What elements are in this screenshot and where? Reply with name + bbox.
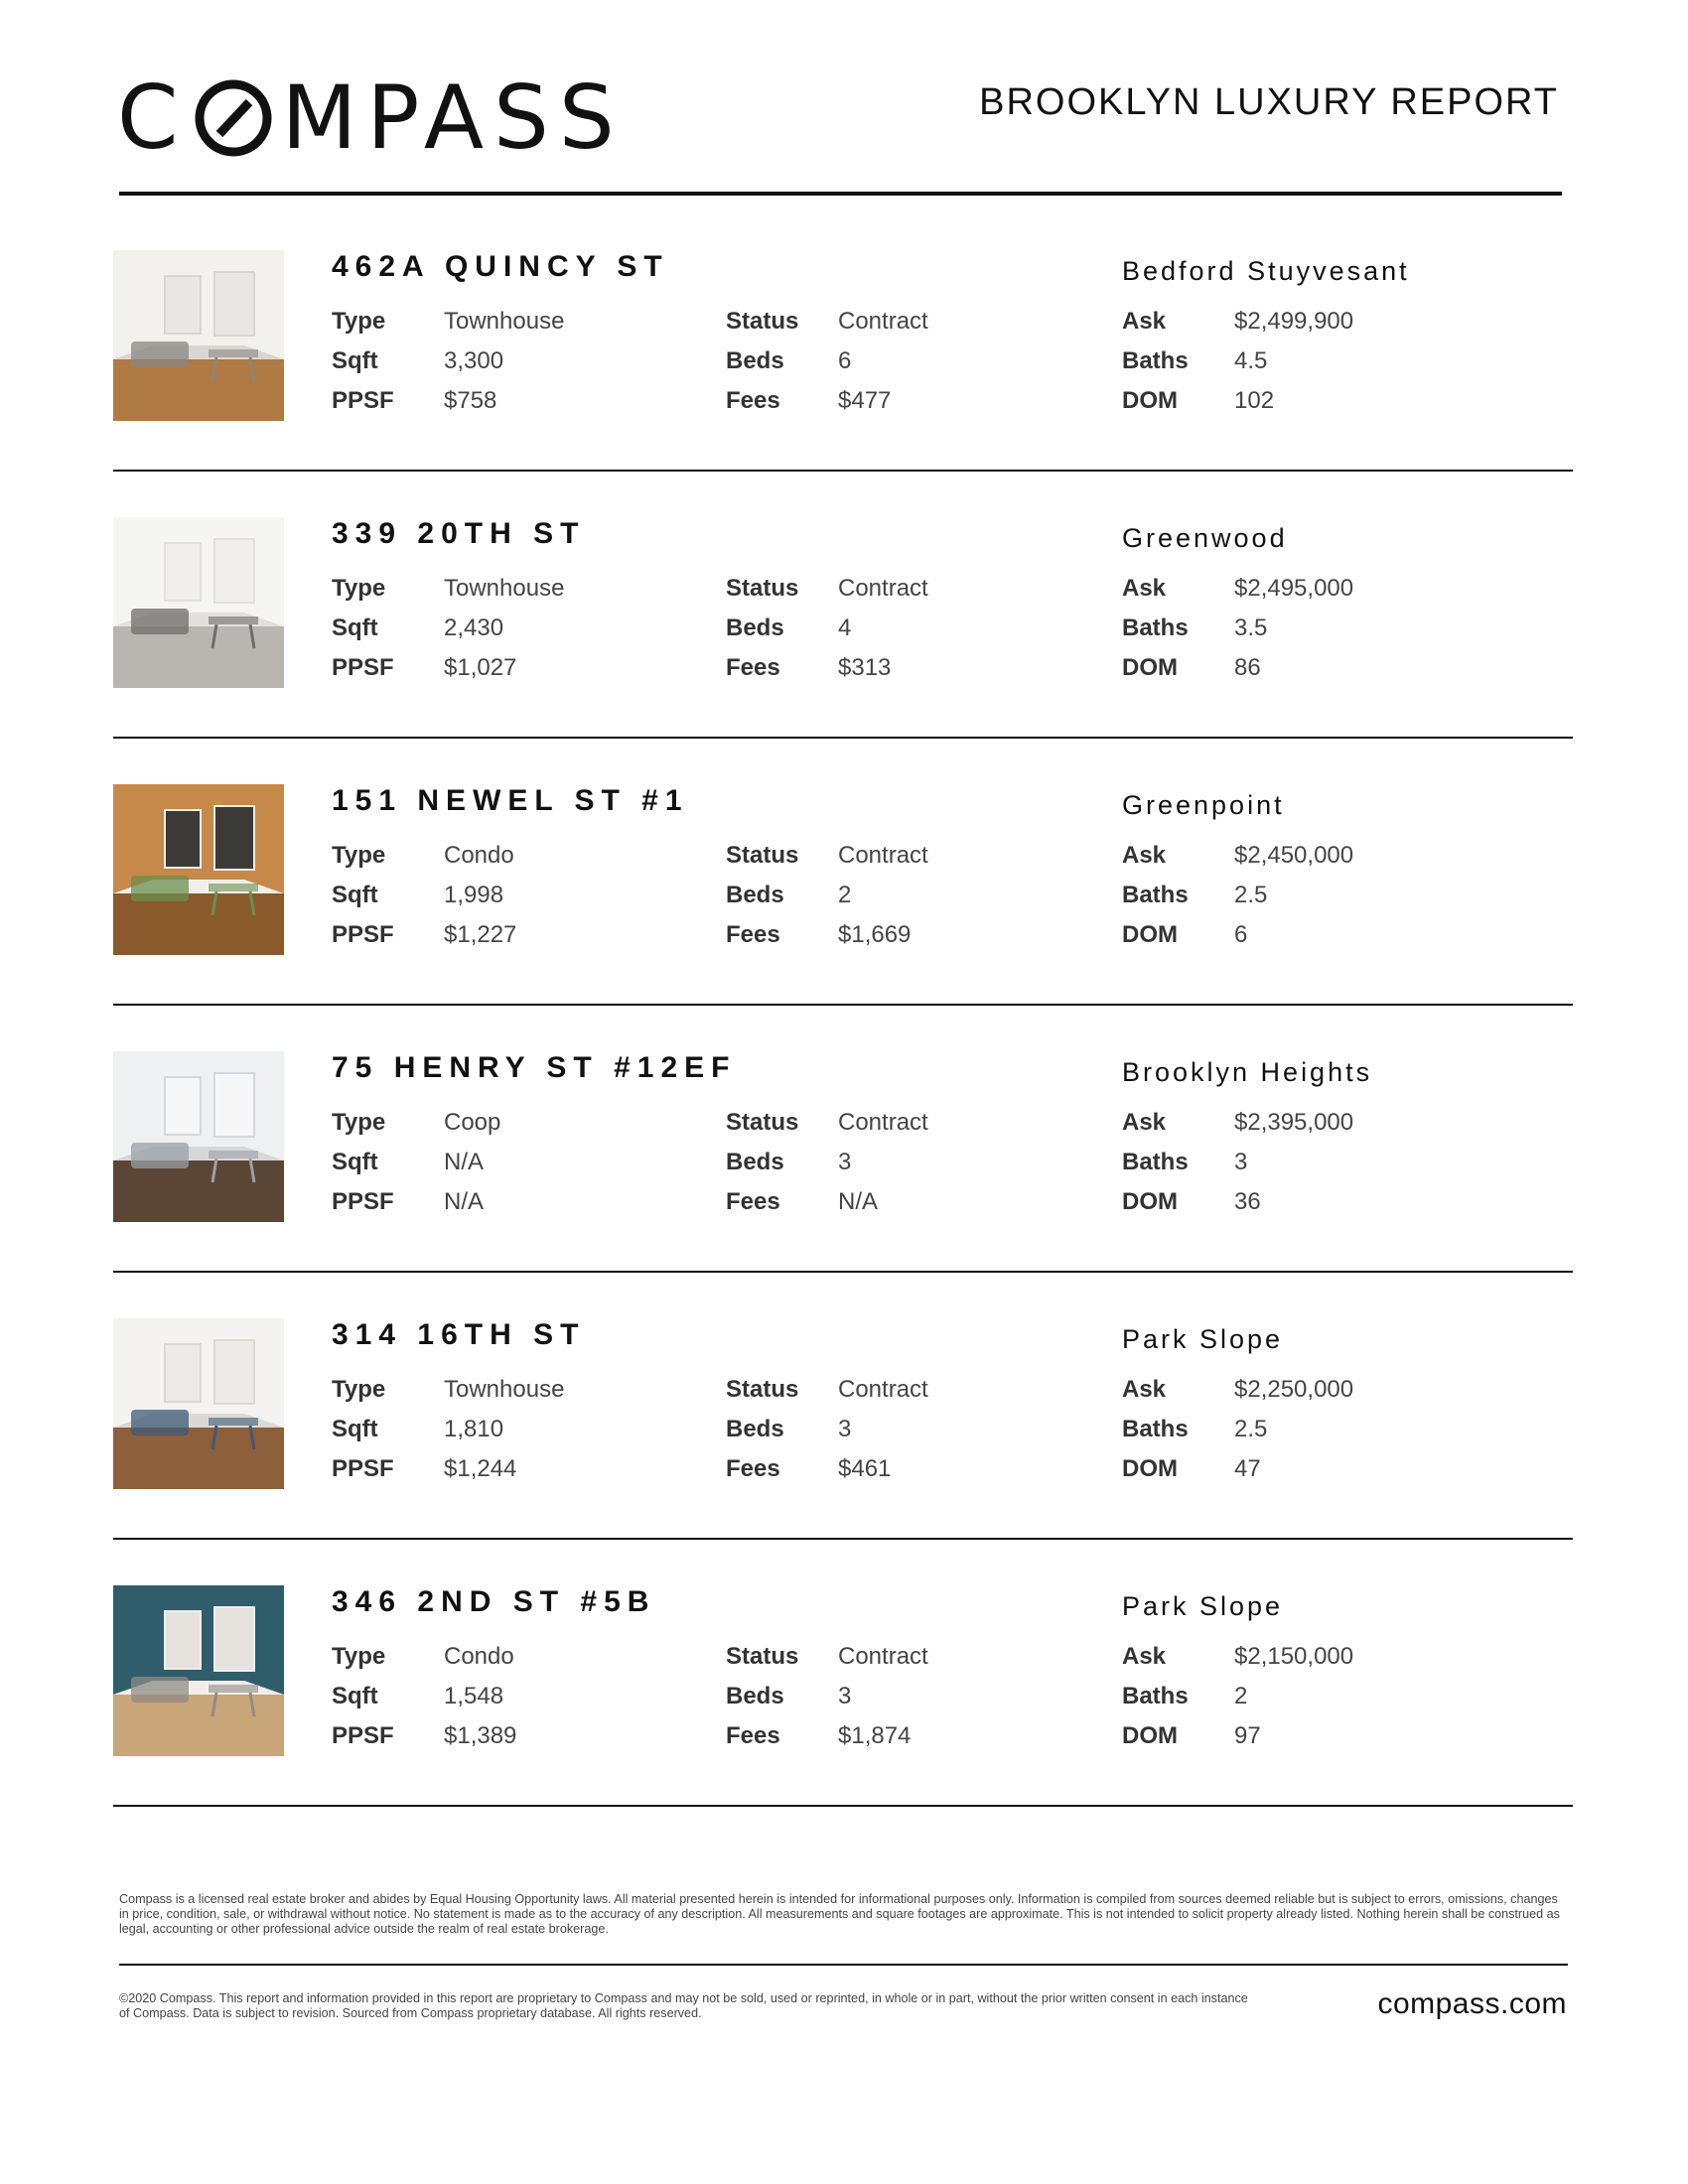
field-label-beds: Beds	[726, 882, 784, 908]
field-row-status	[726, 569, 928, 609]
listing-col-2	[726, 569, 928, 688]
field-label-sqft: Sqft	[332, 1683, 378, 1709]
field-row-ppsf	[332, 648, 564, 688]
field-label-ask: Ask	[1122, 1376, 1167, 1403]
field-value-ppsf: $1,227	[444, 921, 517, 948]
field-value-status: Contract	[838, 308, 928, 335]
field-label-fees: Fees	[726, 1455, 780, 1482]
field-row-baths	[1122, 1143, 1353, 1182]
field-row-type	[332, 1103, 500, 1143]
field-row-sqft	[332, 876, 516, 915]
listing-address: 151 NEWEL ST #1	[332, 784, 689, 817]
listing-item	[113, 517, 1573, 784]
field-label-ask: Ask	[1122, 842, 1167, 869]
field-label-dom: DOM	[1122, 921, 1178, 948]
field-label-type: Type	[332, 1376, 386, 1403]
compass-o-icon	[194, 78, 273, 158]
field-row-ask	[1122, 1637, 1353, 1677]
field-value-baths: 3.5	[1234, 614, 1268, 641]
field-value-fees: $313	[838, 654, 892, 681]
listing-photo[interactable]	[113, 1051, 284, 1222]
field-value-type: Townhouse	[444, 1376, 565, 1403]
listing-col-3	[1122, 302, 1353, 421]
field-value-type: Coop	[444, 1109, 501, 1136]
field-row-fees	[726, 648, 928, 688]
field-row-fees	[726, 915, 928, 955]
listing-divider	[113, 470, 1573, 472]
listing-photo[interactable]	[113, 784, 284, 955]
field-label-ppsf: PPSF	[332, 921, 394, 948]
listing-photo-image	[113, 250, 284, 421]
field-row-fees	[726, 1716, 928, 1756]
listing-col-3	[1122, 836, 1353, 955]
field-label-ask: Ask	[1122, 1643, 1167, 1670]
field-value-ask: $2,150,000	[1234, 1643, 1354, 1670]
field-row-beds	[726, 1410, 928, 1449]
listing-neighborhood: Park Slope	[1122, 1324, 1284, 1354]
field-value-dom: 97	[1234, 1722, 1261, 1749]
field-value-type: Townhouse	[444, 575, 565, 602]
field-label-dom: DOM	[1122, 1455, 1178, 1482]
listing-neighborhood: Greenwood	[1122, 523, 1288, 553]
field-row-status	[726, 836, 928, 876]
field-value-beds: 4	[838, 614, 852, 641]
listing-col-1	[332, 302, 564, 421]
field-row-ask	[1122, 836, 1353, 876]
field-row-fees	[726, 1449, 928, 1489]
disclaimer: Compass is a licensed real estate broker and abides by Equal Housing Opportunity laws. All material presented herein is intended for informational purposes only. Information is compiled from sources deemed reliable but is subject to errors, omissions, changes in price, condition, sale, or withdrawal without notice. No statement is made as to the accuracy of any description. All measurements and square footages are approximate. This is not intended to solicit property already listed. Nothing herein shall be construed as legal, accounting or other professional advice outside the realm of real estate brokerage.	[119, 1892, 1560, 1936]
field-label-beds: Beds	[726, 1149, 784, 1175]
listing-divider	[113, 1538, 1573, 1540]
field-row-ask	[1122, 302, 1353, 341]
field-value-status: Contract	[838, 842, 928, 869]
field-row-beds	[726, 1143, 928, 1182]
field-row-ask	[1122, 569, 1353, 609]
listing-photo-image	[113, 1318, 284, 1489]
field-label-status: Status	[726, 842, 799, 869]
field-value-ask: $2,450,000	[1234, 842, 1354, 869]
field-label-type: Type	[332, 842, 386, 869]
listing-divider	[113, 737, 1573, 739]
field-value-ask: $2,395,000	[1234, 1109, 1354, 1136]
listing-neighborhood: Brooklyn Heights	[1122, 1057, 1373, 1087]
field-row-ppsf	[332, 915, 516, 955]
listings-list	[113, 250, 1573, 1852]
field-label-status: Status	[726, 1643, 799, 1670]
listing-col-2	[726, 836, 928, 955]
field-label-ask: Ask	[1122, 575, 1167, 602]
field-row-ppsf	[332, 1716, 516, 1756]
field-value-dom: 47	[1234, 1455, 1261, 1482]
field-label-fees: Fees	[726, 387, 780, 414]
field-value-ppsf: $1,244	[444, 1455, 517, 1482]
field-value-ppsf: $758	[444, 387, 497, 414]
field-label-dom: DOM	[1122, 654, 1178, 681]
field-value-fees: $1,874	[838, 1722, 912, 1749]
listing-photo[interactable]	[113, 517, 284, 688]
field-row-dom	[1122, 915, 1353, 955]
footer-divider	[119, 1964, 1568, 1966]
field-label-fees: Fees	[726, 921, 780, 948]
field-value-baths: 4.5	[1234, 347, 1268, 374]
field-row-baths	[1122, 609, 1353, 648]
listing-col-1	[332, 1637, 516, 1756]
field-row-baths	[1122, 1677, 1353, 1716]
field-row-sqft	[332, 1677, 516, 1716]
field-label-ask: Ask	[1122, 1109, 1167, 1136]
listing-photo-image	[113, 1051, 284, 1222]
listing-photo[interactable]	[113, 250, 284, 421]
field-value-status: Contract	[838, 575, 928, 602]
field-row-beds	[726, 609, 928, 648]
field-value-status: Contract	[838, 1376, 928, 1403]
field-row-ppsf	[332, 381, 564, 421]
field-row-type	[332, 302, 564, 341]
field-label-baths: Baths	[1122, 347, 1189, 374]
listing-col-2	[726, 302, 928, 421]
field-row-dom	[1122, 648, 1353, 688]
field-label-beds: Beds	[726, 347, 784, 374]
field-value-beds: 3	[838, 1149, 852, 1175]
listing-col-1	[332, 1103, 500, 1222]
logo-text-right: MPASS	[281, 67, 625, 169]
field-label-sqft: Sqft	[332, 614, 378, 641]
field-label-dom: DOM	[1122, 387, 1178, 414]
field-value-sqft: N/A	[444, 1149, 485, 1175]
field-value-type: Townhouse	[444, 308, 565, 335]
field-row-type	[332, 1637, 516, 1677]
field-value-type: Condo	[444, 1643, 514, 1670]
field-row-status	[726, 1637, 928, 1677]
field-label-ppsf: PPSF	[332, 1722, 394, 1749]
compass-logo	[117, 67, 625, 169]
listing-item	[113, 1585, 1573, 1852]
listing-col-2	[726, 1103, 928, 1222]
field-row-beds	[726, 876, 928, 915]
field-value-status: Contract	[838, 1109, 928, 1136]
field-row-type	[332, 836, 516, 876]
field-value-beds: 3	[838, 1683, 852, 1709]
report-title: BROOKLYN LUXURY REPORT	[979, 81, 1559, 123]
listing-item	[113, 250, 1573, 517]
listing-item	[113, 784, 1573, 1051]
field-value-ask: $2,499,900	[1234, 308, 1354, 335]
field-value-dom: 102	[1234, 387, 1275, 414]
field-value-ppsf: $1,027	[444, 654, 517, 681]
field-label-type: Type	[332, 1109, 386, 1136]
field-label-beds: Beds	[726, 1683, 784, 1709]
field-label-baths: Baths	[1122, 1416, 1189, 1442]
listing-photo[interactable]	[113, 1585, 284, 1756]
field-label-fees: Fees	[726, 654, 780, 681]
listing-col-1	[332, 836, 516, 955]
field-label-beds: Beds	[726, 614, 784, 641]
listing-neighborhood: Park Slope	[1122, 1591, 1284, 1621]
field-value-sqft: 1,810	[444, 1416, 504, 1442]
field-label-status: Status	[726, 308, 799, 335]
field-value-sqft: 1,998	[444, 882, 504, 908]
field-row-fees	[726, 1182, 928, 1222]
field-value-dom: 6	[1234, 921, 1248, 948]
field-row-dom	[1122, 1716, 1353, 1756]
field-row-dom	[1122, 381, 1353, 421]
field-row-status	[726, 1103, 928, 1143]
field-value-ppsf: N/A	[444, 1188, 485, 1215]
field-row-type	[332, 1370, 564, 1410]
field-label-fees: Fees	[726, 1188, 780, 1215]
listing-photo-image	[113, 517, 284, 688]
copyright: ©2020 Compass. This report and information provided in this report are proprietary to Compass and may not be sold, used or reprinted, in whole or in part, without the prior written consent in each instance of Compass. Data is subject to revision. Sourced from Compass proprietary database. All rights reserved.	[119, 1991, 1248, 2020]
listing-item	[113, 1051, 1573, 1318]
field-value-fees: $477	[838, 387, 892, 414]
field-row-ask	[1122, 1103, 1353, 1143]
field-value-sqft: 2,430	[444, 614, 504, 641]
field-value-fees: $461	[838, 1455, 892, 1482]
field-row-type	[332, 569, 564, 609]
listing-col-3	[1122, 1370, 1353, 1489]
field-row-sqft	[332, 341, 564, 381]
field-value-sqft: 1,548	[444, 1683, 504, 1709]
field-value-type: Condo	[444, 842, 514, 869]
field-label-ppsf: PPSF	[332, 1188, 394, 1215]
listing-divider	[113, 1004, 1573, 1006]
field-row-dom	[1122, 1449, 1353, 1489]
field-label-type: Type	[332, 308, 386, 335]
field-label-sqft: Sqft	[332, 347, 378, 374]
field-label-type: Type	[332, 1643, 386, 1670]
listing-address: 462A QUINCY ST	[332, 250, 669, 283]
field-row-dom	[1122, 1182, 1353, 1222]
field-label-fees: Fees	[726, 1722, 780, 1749]
field-value-baths: 2.5	[1234, 882, 1268, 908]
field-label-ask: Ask	[1122, 308, 1167, 335]
field-label-dom: DOM	[1122, 1188, 1178, 1215]
field-row-ppsf	[332, 1182, 500, 1222]
field-row-status	[726, 302, 928, 341]
listing-neighborhood: Bedford Stuyvesant	[1122, 256, 1410, 286]
listing-address: 75 HENRY ST #12EF	[332, 1051, 737, 1084]
field-value-ask: $2,250,000	[1234, 1376, 1354, 1403]
field-value-beds: 2	[838, 882, 852, 908]
field-row-fees	[726, 381, 928, 421]
field-row-baths	[1122, 876, 1353, 915]
listing-col-3	[1122, 1103, 1353, 1222]
field-label-baths: Baths	[1122, 1683, 1189, 1709]
field-row-sqft	[332, 609, 564, 648]
listing-col-3	[1122, 569, 1353, 688]
listing-col-2	[726, 1637, 928, 1756]
field-value-baths: 2.5	[1234, 1416, 1268, 1442]
field-value-fees: N/A	[838, 1188, 879, 1215]
listing-col-1	[332, 1370, 564, 1489]
field-label-ppsf: PPSF	[332, 387, 394, 414]
field-value-ask: $2,495,000	[1234, 575, 1354, 602]
field-label-baths: Baths	[1122, 882, 1189, 908]
field-value-beds: 3	[838, 1416, 852, 1442]
field-row-sqft	[332, 1143, 500, 1182]
field-value-fees: $1,669	[838, 921, 912, 948]
listing-address: 314 16TH ST	[332, 1318, 586, 1351]
field-row-ppsf	[332, 1449, 564, 1489]
field-value-baths: 2	[1234, 1683, 1248, 1709]
listing-divider	[113, 1271, 1573, 1273]
field-value-status: Contract	[838, 1643, 928, 1670]
site-link[interactable]: compass.com	[1377, 1987, 1567, 2020]
listing-divider	[113, 1805, 1573, 1807]
field-row-baths	[1122, 341, 1353, 381]
field-value-ppsf: $1,389	[444, 1722, 517, 1749]
field-label-sqft: Sqft	[332, 882, 378, 908]
listing-col-3	[1122, 1637, 1353, 1756]
listing-col-1	[332, 569, 564, 688]
field-label-type: Type	[332, 575, 386, 602]
listing-col-2	[726, 1370, 928, 1489]
field-label-sqft: Sqft	[332, 1416, 378, 1442]
field-label-dom: DOM	[1122, 1722, 1178, 1749]
field-label-baths: Baths	[1122, 1149, 1189, 1175]
listing-address: 346 2ND ST #5B	[332, 1585, 656, 1618]
field-label-status: Status	[726, 1376, 799, 1403]
listing-photo-image	[113, 1585, 284, 1756]
field-label-beds: Beds	[726, 1416, 784, 1442]
field-value-sqft: 3,300	[444, 347, 504, 374]
field-value-dom: 36	[1234, 1188, 1261, 1215]
field-row-ask	[1122, 1370, 1353, 1410]
listing-address: 339 20TH ST	[332, 517, 586, 550]
field-label-status: Status	[726, 575, 799, 602]
field-label-ppsf: PPSF	[332, 1455, 394, 1482]
field-label-baths: Baths	[1122, 614, 1189, 641]
listing-item	[113, 1318, 1573, 1585]
field-label-sqft: Sqft	[332, 1149, 378, 1175]
field-value-baths: 3	[1234, 1149, 1248, 1175]
field-value-dom: 86	[1234, 654, 1261, 681]
field-row-status	[726, 1370, 928, 1410]
field-row-sqft	[332, 1410, 564, 1449]
logo-text-left: C	[117, 67, 189, 169]
field-row-beds	[726, 1677, 928, 1716]
header-divider	[119, 192, 1562, 196]
field-label-ppsf: PPSF	[332, 654, 394, 681]
listing-neighborhood: Greenpoint	[1122, 790, 1285, 820]
listing-photo[interactable]	[113, 1318, 284, 1489]
field-row-beds	[726, 341, 928, 381]
field-value-beds: 6	[838, 347, 852, 374]
field-row-baths	[1122, 1410, 1353, 1449]
listing-photo-image	[113, 784, 284, 955]
field-label-status: Status	[726, 1109, 799, 1136]
